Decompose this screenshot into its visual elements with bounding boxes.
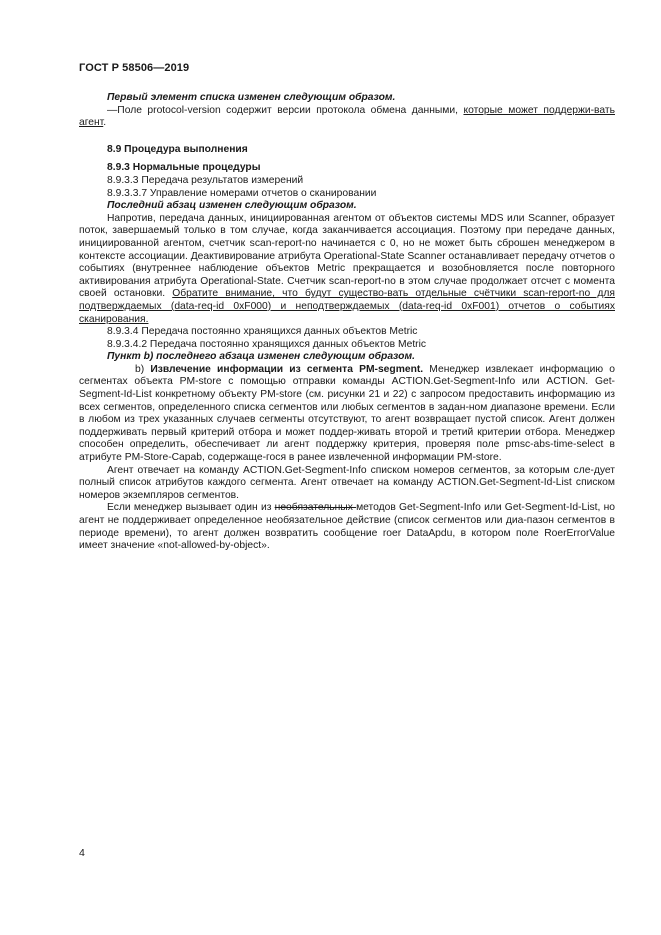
scan-report-paragraph: [79, 213, 615, 326]
point-b-text: Менеджер извлекает информацию о сегментах объекта PM-store с помощью отправки команды ACTION.Get-Segment-Info или ACTION. Get-Segment-Id-List конкретному объекту PM-store (см. рисунки 21 и 22) с запросом предоставить информацию из всех сегментов, определенного списка сегментов или любых сегментов в задан-ном диапазоне времени. Если в любом из трех указанных случаев сегменты отсутствуют, то агент возвращает пустой список. Агент должен поддерживать первый критерий отбора и может поддер-живать второй и третий критерии отбора. Менеджер способен определить, обеспечивает ли агент поддержку критерия, проверяя поле pmsc-abs-time-select в атрибуте PM-Store-Capab, содержаще-гося в ранее извлеченной информации PM-store.: [79, 363, 615, 464]
section-8-9-3-4-2-title: 8.9.3.4.2 Передача постоянно хранящихся данных объектов Metric: [107, 338, 427, 350]
point-b-bold-heading: Извлечение информации из сегмента PM-segment.: [150, 363, 424, 375]
scan-report-text: Напротив, передача данных, инициированная агентом от объектов системы MDS или Scanner, образует поток, завершаемый только в том случае, когда заканчивается ассоциация. Поэтому при передаче данных, инициированной агентом, счетчик scan-report-no начинается с 0, но не может быть сброшен менеджером в контексте ассоциации. Деактивирование атрибута Operational-State Scanner останавливает передачу отчетов о событиях (внутреннее наблюдение объектов Metric прекращается и возобновляется после повторного активирования атрибута Operational-State. Счетчик scan-report-no в этом случае продолжает отсчет с момента своей остановки.: [79, 212, 615, 300]
protocol-version-text: —Поле protocol-version содержит версии протокола обмена данными,: [107, 104, 464, 116]
section-8-9-3-3-title: 8.9.3.3 Передача результатов измерений: [107, 174, 304, 186]
section-8-9-3-3-7-title: 8.9.3.3.7 Управление номерами отчетов о сканировании: [107, 187, 377, 199]
agent-response-paragraph: Агент отвечает на команду ACTION.Get-Segment-Info списком номеров сегментов, за которым сле-дует полный список атрибутов каждого сегмента. Агент отвечает на команду ACTION.Get-Segment-Id-List списком номеров экземпляров сегментов.: [79, 464, 615, 501]
manager-call-text-start: Если менеджер вызывает один из: [107, 502, 275, 514]
scan-report-underlined-text: Обратите внимание, что будут существо-вать отдельные счётчики scan-report-no для подтверждаемых (data-req-id 0xF000) и неподтверждаемых (data-req-id 0xF001) отчетов о событиях сканирования.: [79, 288, 615, 325]
section-8-9-3-4-title: 8.9.3.4 Передача постоянно хранящихся данных объектов Metric: [107, 326, 418, 338]
document-body: [79, 92, 615, 553]
amendment-note-last-paragraph: Последний абзац изменен следующим образом.: [107, 200, 357, 212]
point-b-label: b): [135, 363, 151, 375]
protocol-version-paragraph: [79, 105, 615, 130]
section-8-9-3-title: 8.9.3 Нормальные процедуры: [107, 162, 261, 174]
manager-call-text-end: методов Get-Segment-Info или Get-Segment-Id-List, но агент не поддерживает определенное необязательное действие (список сегментов или диа-пазон сегментов в периоде времени), то агент должен возвратить сообщение roer DataApdu, в котором поле RoerErrorValue имеет значение «not-allowed-by-object».: [79, 502, 615, 552]
manager-call-strikethrough-text: необязательных: [274, 502, 357, 514]
section-8-9-title: 8.9 Процедура выполнения: [107, 143, 248, 155]
manager-call-paragraph: [79, 502, 615, 552]
protocol-version-underlined-text: которые может поддержи-вать агент: [79, 104, 615, 129]
protocol-version-end: .: [103, 117, 107, 129]
page-number: 4: [79, 847, 85, 859]
document-code-header: ГОСТ Р 58506—2019: [79, 62, 190, 74]
amendment-note-first-item: Первый элемент списка изменен следующим образом.: [107, 92, 396, 103]
amendment-note-point-b: Пункт b) последнего абзаца изменен следующим образом.: [107, 351, 415, 363]
point-b-paragraph: [79, 364, 615, 465]
